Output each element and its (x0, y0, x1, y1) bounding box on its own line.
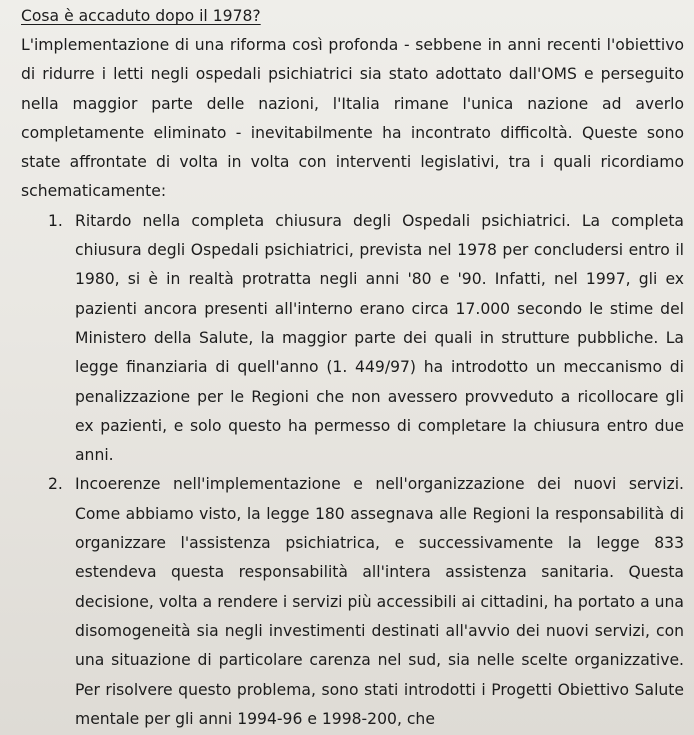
list-item-text: Incoerenze nell'implementazione e nell'organizzazione dei nuovi servizi. Come abbiamo visto, la legge 180 assegnava alle Regioni la responsabilità di organizzare l'assistenza psichiatrica, e successivamente la legge 833 estendeva questa responsabilità all'intera assistenza sanitaria. Questa decisione, volta a rendere i servizi più accessibili ai cittadini, ha portato a una disomogeneità sia negli investimenti destinati all'avvio dei nuovi servizi, con una situazione di particolare carenza nel sud, sia nelle scelte organizzative. Per risolvere questo problema, sono stati introdotti i Progetti Obiettivo Salute mentale per gli anni 1994-96 e 1998-200, che (75, 475, 684, 728)
list-item (48, 207, 684, 471)
list-item (48, 470, 684, 734)
numbered-list (21, 207, 684, 734)
list-item-number: 1. (48, 211, 63, 230)
intro-paragraph: L'implementazione di una riforma così profonda - sebbene in anni recenti l'obiettivo di ridurre i letti negli ospedali psichiatrici sia stato adottato dall'OMS e perseguito nella maggior parte delle nazioni, l'Italia rimane l'unica nazione ad averlo completamente eliminato - inevitabilmente ha incontrato difficoltà. Queste sono state affrontate di volta in volta con interventi legislativi, tra i quali ricordiamo schematicamente: (21, 36, 684, 201)
section-title: Cosa è accaduto dopo il 1978? (21, 7, 261, 25)
list-item-text: Ritardo nella completa chiusura degli Ospedali psichiatrici. La completa chiusura degli Ospedali psichiatrici, prevista nel 1978 per concludersi entro il 1980, si è in realtà protratta negli anni '80 e '90. Infatti, nel 1997, gli ex pazienti ancora presenti all'interno erano circa 17.000 secondo le stime del Ministero della Salute, la maggior parte dei quali in strutture pubbliche. La legge finanziaria di quell'anno (1. 449/97) ha introdotto un meccanismo di penalizzazione per le Regioni che non avessero provveduto a ricollocare gli ex pazienti, e solo questo ha permesso di completare la chiusura entro due anni. (75, 211, 684, 465)
list-item-number: 2. (48, 475, 63, 494)
